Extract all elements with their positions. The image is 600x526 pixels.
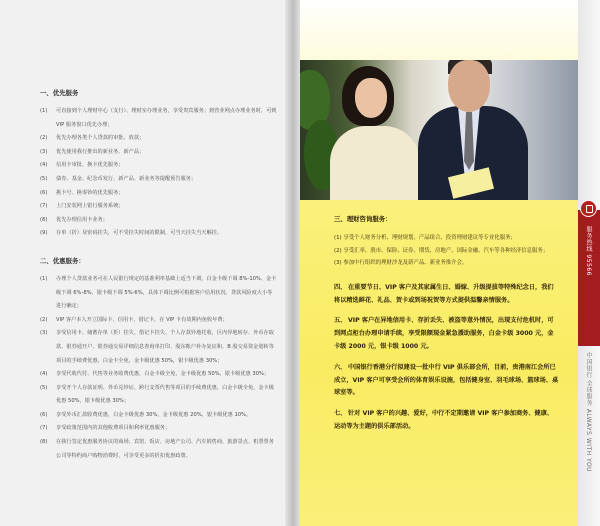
list-item: (8) 优先办理信用卡业务； [40, 216, 108, 223]
hotline-label: 服务热线 95566 [585, 226, 592, 276]
list-item: (3) 参加中行组织的理财沙龙及新产品、新业务推介会。 [334, 260, 468, 267]
business-photo [300, 60, 578, 200]
section2-title: 二、优惠服务： [40, 256, 85, 265]
list-item: (8) 在我行签定优惠服务协议的商场、宾馆、饭店、房地产公司、汽车销售商、旅游景点、机票票务公司等特约商户购物消费时，可享受更多的折扣优惠政策。 [40, 439, 274, 459]
section5-paragraph: 五、 VIP 客户在异地信用卡、存折丢失、被盗等意外情况，出现支付危机时，可到网点柜台办理申请手续，享受限额现金紧急援助服务，白金卡级 3000 元，金卡级 2000 元，银卡级 1000 元。 [334, 317, 554, 350]
list-item: (5) 债券、基金、纪念币发行、新产品、新业务等提醒预告服务； [40, 175, 197, 182]
list-item: (6) 挑卡号、换零钞的优先服务； [40, 189, 124, 196]
right-text-block [334, 214, 559, 434]
list-item: (4) 信用卡审批、换卡优先服务； [40, 162, 124, 169]
bank-logo-icon [580, 200, 597, 217]
list-item: (2) VIP 客户本人开立国际卡、信用卡、借记卡，在 VIP 卡有效期内免收年费； [40, 316, 228, 323]
list-item: (2) 享受汇率、股市、保险、证券、期货、房地产、国际金融、汽车等各种经济信息服务； [334, 247, 549, 254]
list-item: (1) 可直接到个人理财中心（支行）、理财室办理业务，享受贵宾服务；到营业网点办理业务时，可到 VIP 服务窗口优先办理； [40, 108, 277, 128]
section1-list [40, 105, 277, 241]
left-page [0, 0, 291, 526]
woman-body [330, 126, 420, 200]
right-page [300, 0, 600, 526]
top-band [300, 0, 578, 60]
list-item: (5) 享受开个人存款证明、外币兑钞证、跨行支票代售等项目的手续费优惠，白金卡级全免，金卡级优惠 50%，银卡级优惠 30%； [40, 384, 274, 405]
list-item: (3) 享受信用卡、储蓄存单（折）挂失、借记卡挂失、个人存款异地托收、区内异地转存、外币存取款、银券通开户、银券通交易详细信息查询单打印、股东帐户补办复证和、B 股交易资金划转等项目的手续费优惠，白金卡全免，金卡级优惠 50%，银卡级优惠 30%； [40, 330, 274, 364]
list-item: (3) 优先使用我行推出的新业务、新产品； [40, 148, 145, 155]
section3-list [334, 232, 559, 270]
list-item: (7) 上门安装网上银行服务系统； [40, 203, 124, 210]
section1-title: 一、优先服务 [40, 89, 79, 97]
list-item: (6) 享受外币汇款收费优惠，白金卡级优惠 30%，金卡级优惠 20%，银卡级优惠 10%。 [40, 411, 252, 418]
section3-title: 三、理财咨询服务： [334, 215, 392, 223]
section2-list [40, 273, 277, 463]
section4-paragraph: 四、 在重要节日、VIP 客户及其家属生日、婚嫁、升级提拔等特殊纪念日，我们将以精选鲜花、礼品、贺卡或到场祝贺等方式提供温馨亲情服务。 [334, 283, 554, 304]
list-item: (1) 享受个人财务分析、理财规划、产品组合、投资理财建议等专业化服务； [334, 235, 516, 241]
list-item: (9) 存单（折）及密码挂失，可不受挂失时间的限制，可当天挂失当天解挂。 [40, 230, 223, 237]
man-head [448, 60, 490, 112]
section6-paragraph: 六、 中国银行香港分行拟建设一批中行 VIP 俱乐部会所，目前，贵港南江会所已成立，VIP 客户可享受会所的体育娱乐设施，包括健身室、羽毛球场、篮球场、桌球室等。 [334, 363, 559, 397]
list-item: (7) 享受政策范围内的其他收费项目和利率优惠服务； [40, 425, 171, 432]
slogan-label: 中国银行 全球服务 ALWAYS WITH YOU [585, 352, 592, 473]
woman-face [355, 78, 387, 118]
list-item: (4) 享受代收代付、代售等业务收费优惠，白金卡级全免，金卡级优惠 50%，银卡级优惠 30%； [40, 371, 270, 378]
list-item: (1) 办理个人贷款业务可在人民银行规定的基准利率基础上适当下调，白金卡级下调 8%-10%、金卡级下调 6%-8%、银卡级下调 5%-6%，具体下调比例可根据客户信用状况、贷款风险度大小等进行确定； [40, 275, 277, 310]
list-item: (2) 优先办理各类个人贷款的审批、放款； [40, 135, 145, 142]
section7-paragraph: 七、 针对 VIP 客户的兴趣、爱好，中行不定期邀请 VIP 客户参加商务、健康、运动等为主题的俱乐部活动。 [334, 410, 554, 430]
